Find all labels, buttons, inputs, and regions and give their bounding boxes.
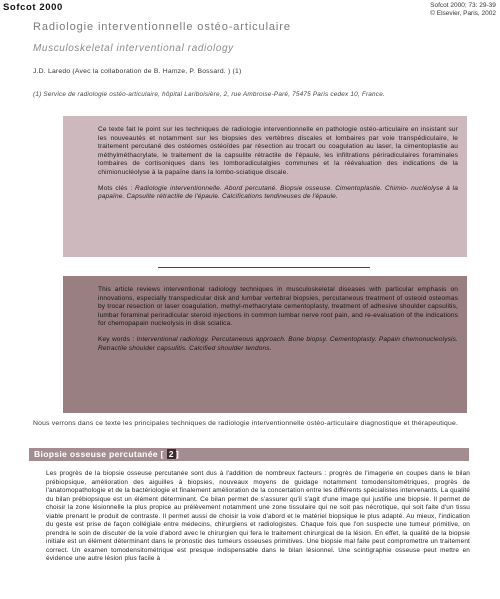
keywords-french	[98, 185, 458, 202]
keywords-english	[98, 336, 458, 353]
abstract-english-text: This article reviews interventional radiology techniques in musculoskeletal diseases with particular emphasis on innovations, especially transpedicular disk and lumbar vertebral biopsies, percutaneous treatment of osteoid osteomas by trocar resection or laser coagulation, methyl-methacrylate cementoplasty, treatment of adhesive shoulder capsulitis, lumbar foraminal periradicular steroid injections in common lumbar nerve root pain, and re-evaluation of the indications for chemopapain nucleolysis in disk sciatica.	[98, 286, 458, 328]
abstract-french-text: Ce texte fait le point sur les techniques de radiologie interventionnelle en pathologie ostéo-articulaire en insistant sur les nouveautés et notamment sur les biopsies des vertèbres discales et lombaires par voie transpédiculaire, le traitement percutané des ostéomes ostéoïdes par résection au trocart ou coagulation au laser, la cimentoplastie au méthylméthacrylate, le traitement de la capsulite rétractile de l'épaule, les infiltrations périradiculaires foraminales lombaires de cortisoniques dans les lomboradiculalgies communes et la réévaluation des indications de la chimionucléolyse à la papaïne dans la lombo-sciatique discale.	[98, 126, 458, 176]
keywords-english-label: Key words :	[98, 335, 135, 343]
abstract-english	[63, 276, 467, 413]
keywords-french-text: Radiologie interventionnelle. Abord percutané. Biopsie osseuse. Cimentoplastie. Chimio- nucléolyse à la papaïne. Capsulite rétractile de l'épaule. Calcifications tendineuses de l'épaule.	[98, 184, 458, 201]
article-subtitle: Musculoskeletal interventional radiology	[33, 43, 234, 54]
citation-volume: Sofcot 2000; 73: 29-39	[430, 2, 496, 9]
abstract-french	[63, 116, 467, 257]
citation-publisher: © Elsevier, Paris, 2002	[430, 10, 496, 17]
section-reference-link[interactable]: 2	[168, 449, 174, 459]
citation	[430, 2, 496, 18]
section-title-text: Biopsie osseuse percutanée	[34, 449, 158, 459]
article-authors: J.D. Laredo (Avec la collaboration de B. Hamze, P. Bossard. ) (1)	[33, 68, 242, 75]
section-header	[29, 448, 469, 461]
section-title: Biopsie osseuse percutanée [ 2 ]	[34, 449, 180, 459]
intro-paragraph: Nous verrons dans ce texte les principales techniques de radiologie interventionnelle ostéo-articulaire diagnostique et thérapeutique.	[33, 420, 459, 427]
article-title: Radiologie interventionnelle ostéo-articulaire	[33, 21, 291, 33]
body-paragraph: Les progrès de la biopsie osseuse percutanée sont dus à l'addition de nombreux facteurs : progrès de l'imagerie en coupes dans le bilan prébiopsique, amélioration des aiguilles à biopsies, nouveaux moyens de guidage notamment tomodensitométriques, progrès de l'anatomopathologie et de la bactériologie et finalement amélioration de la concertation entre les différents spécialistes intervenants. La qualité du bilan prébiopsique est un élément déterminant. Ce bilan permet de s'assurer qu'il s'agit d'une image qui justifie une biopsie. Il permet de choisir la zone lésionnelle la plus propice au prélèvement notamment une zone tissulaire qui ne soit pas nécrotique, qui soit faite d'un tissu viable prenant le produit de contraste. Il permet aussi de choisir la voie d'abord et le matériel biopsique le plus adapté. Au mieux, l'indication du geste est prise de façon collégiale entre médecins, chirurgiens et radiologistes. Chaque fois que l'on suspecte une tumeur primitive, on prendra le soin de discuter de la voie d'abord avec le chirurgien qui fera le traitement chirurgical de la lésion. En effet, la qualité de la biopsie initiale est un élément déterminant dans le pronostic des tumeurs osseuses primitives. Une biopsie mal faite peut compromettre un traitement correct. Un examen tomodensitométrique est presque indispensable dans le bilan lésionnel. Une scintigraphie osseuse peut mettre en évidence une autre lésion plus facile à	[46, 470, 470, 562]
journal-name: Sofcot 2000	[3, 2, 63, 13]
keywords-french-label: Mots clés :	[98, 184, 133, 192]
article-affiliation: (1) Service de radiologie ostéo-articulaire, hôpital Lariboisière, 2, rue Ambroise-Paré, 75475 Paris cedex 10, France.	[33, 91, 385, 98]
keywords-english-text: Interventional radiology. Percutaneous approach. Bone biopsy. Cementoplasty. Papain chemonucleolysis. Retractile shoulder capsulitis. Calcified shoulder tendons.	[98, 335, 458, 352]
separator-rule	[158, 267, 370, 268]
